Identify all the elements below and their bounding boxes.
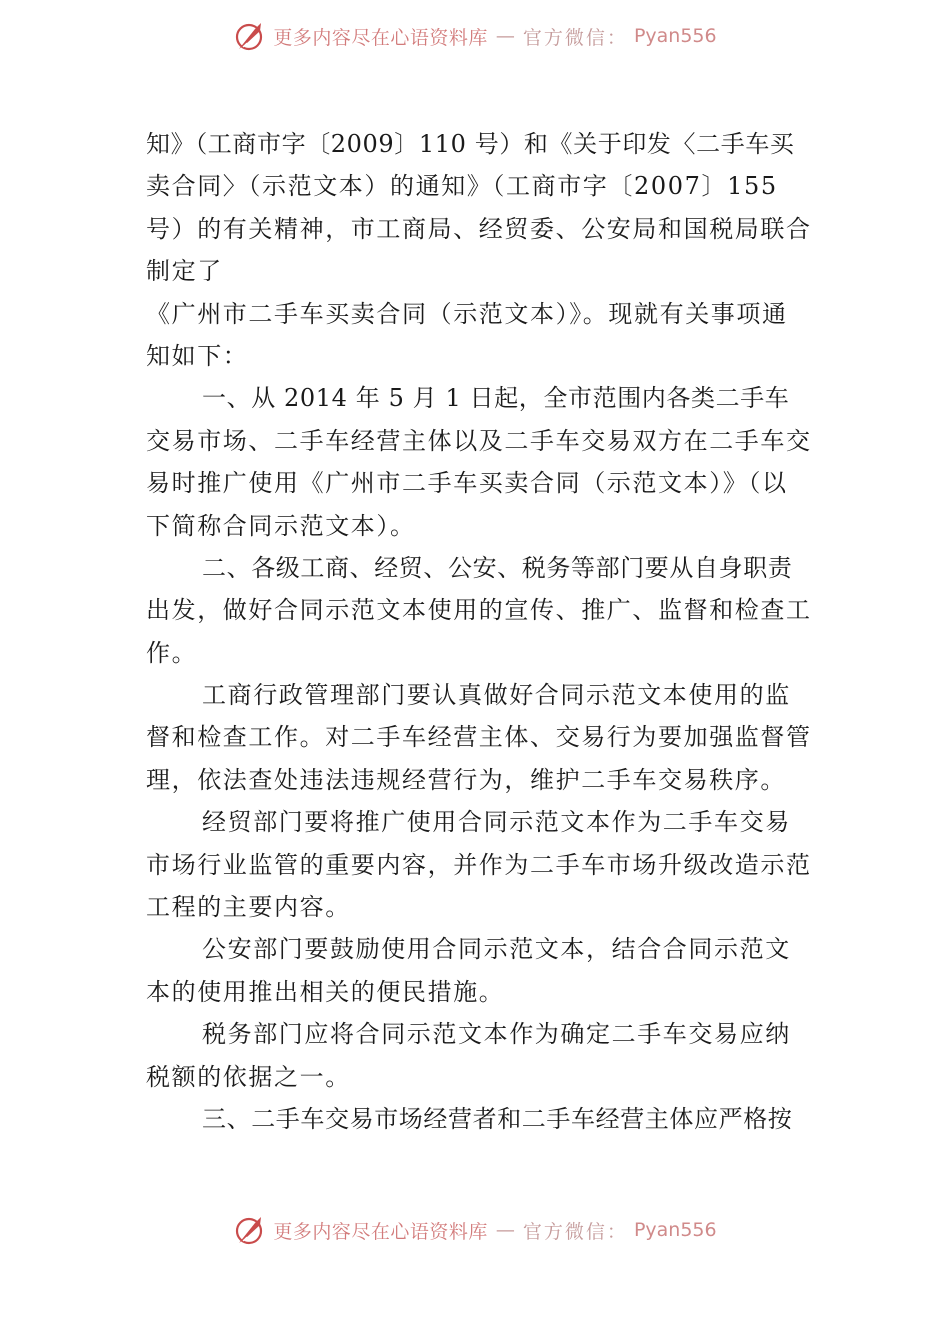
text-line: 易时推广使用《广州市二手车买卖合同（示范文本）》（以 [146,469,788,498]
banner-wechat-id: Pyan556 [633,1219,717,1241]
text-line: 一、从 2014 年 5 月 1 日起，全市范围内各类二手车 [202,384,790,413]
text-line: 制定了 [146,257,223,286]
text-line: 卖合同〉（示范文本）的通知》（工商市字〔2007〕155 [146,172,778,201]
text-line: 督和检查工作。对二手车经营主体、交易行为要加强监督管 [146,723,812,752]
text-line: 工程的主要内容。 [146,893,351,922]
banner-official-label: 官方微信： [522,1220,628,1243]
text-line: 市场行业监管的重要内容，并作为二手车市场升级改造示范 [146,850,812,879]
text-line: 号）的有关精神，市工商局、经贸委、公安局和国税局联合 [146,214,812,243]
text-line: 税务部门应将合同示范文本作为确定二手车交易应纳 [202,1020,791,1049]
banner-main-text: 更多内容尽在心语资料库 [273,1220,488,1243]
text-line: 二、各级工商、经贸、公安、税务等部门要从自身职责 [202,553,793,582]
text-line: 工商行政管理部门要认真做好合同示范文本使用的监 [202,681,791,710]
text-line: 下简称合同示范文本）。 [146,511,416,540]
banner-dash: — [495,25,515,47]
text-line: 作。 [146,638,198,667]
text-line: 理，依法查处违法违规经营行为，维护二手车交易秩序。 [146,765,786,794]
header-banner [0,16,950,56]
text-line: 《广州市二手车买卖合同（示范文本）》。现就有关事项通 [146,299,788,328]
text-line: 交易市场、二手车经营主体以及二手车交易双方在二手车交 [146,426,812,455]
text-line: 公安部门要鼓励使用合同示范文本，结合合同示范文 [202,935,791,964]
document-body [146,123,812,1140]
text-line: 税额的依据之一。 [146,1062,351,1091]
banner-dash: — [495,1219,515,1241]
quill-pen-logo-icon [233,1213,267,1247]
text-line: 本的使用推出相关的便民措施。 [146,977,505,1006]
banner-main-text: 更多内容尽在心语资料库 [273,26,488,49]
banner-wechat-id: Pyan556 [633,25,717,47]
text-line: 经贸部门要将推广使用合同示范文本作为二手车交易 [202,808,791,837]
quill-pen-logo-icon [233,19,267,53]
text-line: 出发，做好合同示范文本使用的宣传、推广、监督和检查工 [146,596,812,625]
text-line: 三、二手车交易市场经营者和二手车经营主体应严格按 [202,1104,793,1133]
banner-official-label: 官方微信： [522,26,628,49]
text-line: 知如下： [146,341,249,370]
text-line: 知》（工商市字〔2009〕110 号）和《关于印发〈二手车买 [146,130,795,158]
footer-banner [0,1210,950,1250]
